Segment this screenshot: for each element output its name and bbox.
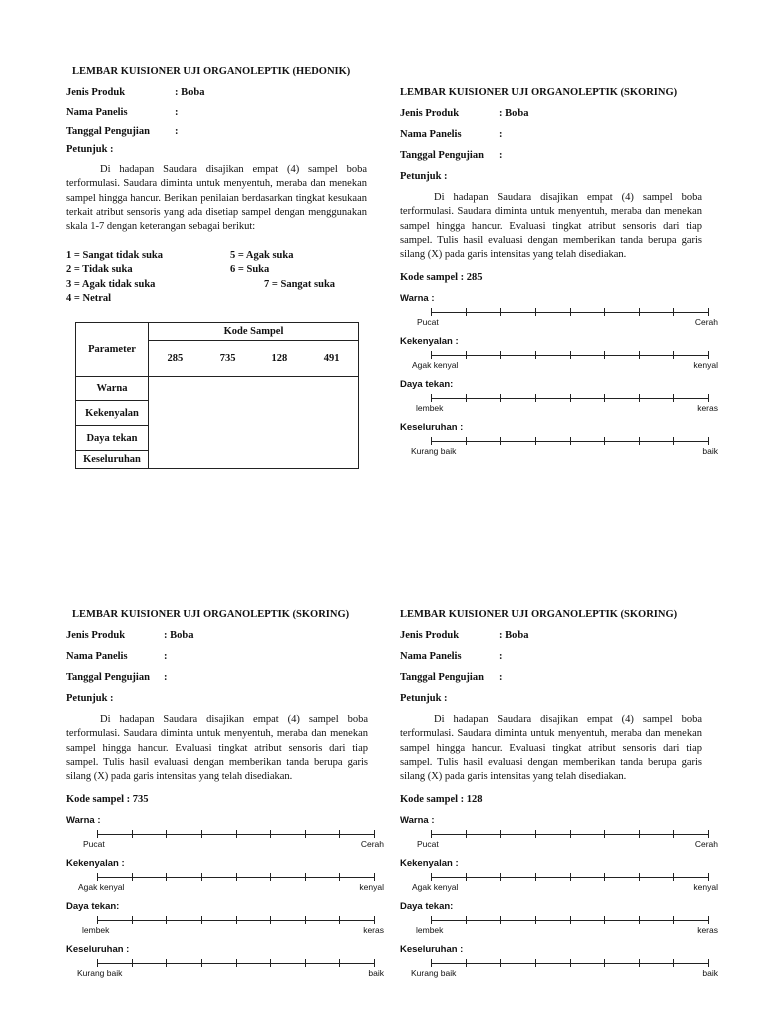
- attribute-label: Warna :: [66, 815, 101, 826]
- intensity-tick: [201, 830, 202, 838]
- high-end-label: baik: [702, 446, 718, 456]
- parameter-header: Parameter: [76, 323, 149, 377]
- intensity-tick: [570, 437, 571, 445]
- intensity-tick: [339, 959, 340, 967]
- intensity-tick: [535, 873, 536, 881]
- low-end-label: Pucat: [83, 839, 105, 849]
- instruction-paragraph: Di hadapan Saudara disajikan empat (4) sampel boba terformulasi. Saudara diminta untuk menyentuh, meraba dan menekan sampel hingga hancur. Evaluasi tingkat atribut sensoris dari tiap sampel. Tulis hasil evaluasi dengan memberikan tanda berupa garis silang (X) pada garis intensitas yang telah disediakan.: [66, 714, 368, 783]
- tanggal-pengujian-value: :: [164, 672, 168, 683]
- intensity-tick: [673, 873, 674, 881]
- intensity-tick: [466, 959, 467, 967]
- intensity-tick: [466, 437, 467, 445]
- nama-panelis-label: Nama Panelis: [400, 651, 462, 662]
- attribute-label: Daya tekan:: [400, 901, 454, 912]
- low-end-label: lembek: [416, 403, 444, 413]
- intensity-tick: [570, 959, 571, 967]
- intensity-tick: [431, 830, 432, 838]
- high-end-label: keras: [697, 403, 718, 413]
- jenis-produk-label: Jenis Produk: [400, 108, 460, 119]
- kode-sampel-label: Kode sampel : 128: [400, 794, 483, 805]
- intensity-tick: [431, 873, 432, 881]
- petunjuk-label: Petunjuk :: [66, 693, 114, 704]
- skoring-title: LEMBAR KUISIONER UJI ORGANOLEPTIK (SKORING): [72, 609, 350, 620]
- kode-sampel-label: Kode sampel : 735: [66, 794, 149, 805]
- intensity-tick: [708, 830, 709, 838]
- skoring-title: LEMBAR KUISIONER UJI ORGANOLEPTIK (SKORING): [400, 87, 678, 98]
- intensity-tick: [604, 351, 605, 359]
- intensity-tick: [431, 437, 432, 445]
- intensity-tick: [604, 959, 605, 967]
- code-128: 128: [253, 341, 305, 377]
- attribute-label: Keseluruhan :: [400, 944, 464, 955]
- jenis-produk-value: : Boba: [164, 630, 194, 641]
- tanggal-pengujian-value: :: [175, 126, 179, 137]
- intensity-tick: [500, 959, 501, 967]
- intensity-tick: [166, 959, 167, 967]
- intensity-tick: [708, 959, 709, 967]
- low-end-label: lembek: [416, 925, 444, 935]
- intensity-tick: [270, 873, 271, 881]
- high-end-label: baik: [702, 968, 718, 978]
- intensity-tick: [236, 959, 237, 967]
- intensity-tick: [201, 959, 202, 967]
- low-end-label: Agak kenyal: [412, 882, 459, 892]
- intensity-tick: [132, 959, 133, 967]
- intensity-tick: [270, 916, 271, 924]
- intensity-tick: [374, 959, 375, 967]
- nama-panelis-value: :: [499, 651, 503, 662]
- attribute-label: Warna :: [400, 293, 435, 304]
- tanggal-pengujian-value: :: [499, 672, 503, 683]
- intensity-tick: [339, 916, 340, 924]
- jenis-produk-label: Jenis Produk: [66, 630, 126, 641]
- intensity-tick: [570, 830, 571, 838]
- high-end-label: Cerah: [694, 317, 718, 327]
- jenis-produk-label: Jenis Produk: [400, 630, 460, 641]
- low-end-label: Kurang baik: [77, 968, 123, 978]
- rating-area[interactable]: [149, 377, 359, 469]
- instruction-paragraph: Di hadapan Saudara disajikan empat (4) sampel boba terformulasi. Saudara diminta untuk menyentuh, meraba dan menekan sampel hingga hancur. Evaluasi tingkat atribut sensoris dari tiap sampel. Tulis hasil evaluasi dengan memberikan tanda berupa garis silang (X) pada garis intensitas yang telah disediakan.: [400, 192, 702, 261]
- intensity-tick: [708, 394, 709, 402]
- high-end-label: kenyal: [693, 882, 718, 892]
- jenis-produk-value: : Boba: [175, 87, 205, 98]
- intensity-tick: [305, 873, 306, 881]
- attribute-label: Daya tekan:: [66, 901, 120, 912]
- intensity-tick: [673, 394, 674, 402]
- attribute-label: Warna :: [400, 815, 435, 826]
- intensity-tick: [604, 308, 605, 316]
- intensity-tick: [97, 830, 98, 838]
- instruction-paragraph: Di hadapan Saudara disajikan empat (4) sampel boba terformulasi. Saudara diminta untuk menyentuh, meraba dan menekan sampel hingga hancur. Berikan penilaian berdasarkan tingkat kesukaan terkait atribut sensoris yang ada disetiap sampel dengan menggunakan skala 1-7 dengan keterangan sebagai berikut:: [66, 164, 367, 233]
- low-end-label: lembek: [82, 925, 110, 935]
- intensity-tick: [466, 308, 467, 316]
- kode-sampel-label: Kode sampel : 285: [400, 272, 483, 283]
- intensity-tick: [570, 308, 571, 316]
- intensity-tick: [535, 959, 536, 967]
- row-daya-tekan: Daya tekan: [76, 426, 149, 451]
- intensity-tick: [466, 394, 467, 402]
- code-491: 491: [305, 341, 358, 377]
- tanggal-pengujian-label: Tanggal Pengujian: [66, 672, 150, 683]
- scale-1: 1 = Sangat tidak suka: [66, 250, 164, 261]
- tanggal-pengujian-label: Tanggal Pengujian: [400, 150, 484, 161]
- intensity-tick: [270, 830, 271, 838]
- low-end-label: Agak kenyal: [78, 882, 125, 892]
- attribute-label: Daya tekan:: [400, 379, 454, 390]
- nama-panelis-label: Nama Panelis: [400, 129, 462, 140]
- intensity-tick: [236, 830, 237, 838]
- code-735: 735: [202, 341, 254, 377]
- intensity-tick: [708, 873, 709, 881]
- intensity-tick: [604, 830, 605, 838]
- intensity-tick: [673, 830, 674, 838]
- intensity-tick: [431, 394, 432, 402]
- high-end-label: keras: [363, 925, 384, 935]
- petunjuk-label: Petunjuk :: [66, 144, 114, 155]
- intensity-tick: [708, 916, 709, 924]
- intensity-tick: [570, 873, 571, 881]
- intensity-tick: [97, 959, 98, 967]
- instruction-paragraph: Di hadapan Saudara disajikan empat (4) sampel boba terformulasi. Saudara diminta untuk menyentuh, meraba dan menekan sampel hingga hancur. Evaluasi tingkat atribut sensoris dari tiap sampel. Tulis hasil evaluasi dengan memberikan tanda berupa garis silang (X) pada garis intensitas yang telah disediakan.: [400, 714, 702, 783]
- jenis-produk-value: : Boba: [499, 630, 529, 641]
- jenis-produk-value: : Boba: [499, 108, 529, 119]
- row-kekenyalan: Kekenyalan: [76, 401, 149, 426]
- intensity-tick: [570, 351, 571, 359]
- intensity-tick: [132, 873, 133, 881]
- intensity-tick: [500, 916, 501, 924]
- low-end-label: Pucat: [417, 839, 439, 849]
- intensity-tick: [166, 916, 167, 924]
- intensity-tick: [708, 437, 709, 445]
- intensity-tick: [500, 394, 501, 402]
- intensity-tick: [305, 959, 306, 967]
- code-285: 285: [149, 341, 202, 377]
- high-end-label: Cerah: [694, 839, 718, 849]
- intensity-tick: [639, 351, 640, 359]
- intensity-tick: [639, 437, 640, 445]
- high-end-label: keras: [697, 925, 718, 935]
- scale-5: 5 = Agak suka: [230, 250, 294, 261]
- scale-6: 6 = Suka: [230, 264, 270, 275]
- row-warna: Warna: [76, 377, 149, 401]
- petunjuk-label: Petunjuk :: [400, 693, 448, 704]
- intensity-tick: [236, 873, 237, 881]
- intensity-tick: [570, 394, 571, 402]
- high-end-label: kenyal: [693, 360, 718, 370]
- intensity-tick: [639, 916, 640, 924]
- intensity-tick: [270, 959, 271, 967]
- attribute-label: Kekenyalan :: [400, 336, 459, 347]
- intensity-tick: [535, 394, 536, 402]
- hedonik-table: [75, 322, 359, 469]
- intensity-tick: [339, 873, 340, 881]
- intensity-tick: [466, 830, 467, 838]
- intensity-tick: [639, 959, 640, 967]
- intensity-tick: [500, 351, 501, 359]
- intensity-tick: [673, 308, 674, 316]
- scale-7: 7 = Sangat suka: [264, 279, 336, 290]
- intensity-tick: [673, 959, 674, 967]
- intensity-tick: [166, 830, 167, 838]
- scale-2: 2 = Tidak suka: [66, 264, 133, 275]
- intensity-tick: [374, 916, 375, 924]
- intensity-tick: [339, 830, 340, 838]
- kode-sampel-header: Kode Sampel: [149, 323, 359, 341]
- intensity-tick: [639, 394, 640, 402]
- intensity-tick: [431, 916, 432, 924]
- intensity-tick: [431, 351, 432, 359]
- intensity-tick: [708, 351, 709, 359]
- intensity-tick: [639, 873, 640, 881]
- intensity-tick: [132, 830, 133, 838]
- intensity-tick: [500, 830, 501, 838]
- low-end-label: Kurang baik: [411, 446, 457, 456]
- intensity-tick: [604, 873, 605, 881]
- intensity-tick: [201, 873, 202, 881]
- intensity-tick: [570, 916, 571, 924]
- low-end-label: Kurang baik: [411, 968, 457, 978]
- hedonik-title: LEMBAR KUISIONER UJI ORGANOLEPTIK (HEDONIK): [72, 66, 351, 77]
- attribute-label: Keseluruhan :: [400, 422, 464, 433]
- jenis-produk-label: Jenis Produk: [66, 87, 126, 98]
- intensity-tick: [305, 830, 306, 838]
- intensity-tick: [236, 916, 237, 924]
- low-end-label: Pucat: [417, 317, 439, 327]
- intensity-tick: [708, 308, 709, 316]
- attribute-label: Kekenyalan :: [66, 858, 125, 869]
- tanggal-pengujian-label: Tanggal Pengujian: [66, 126, 150, 137]
- nama-panelis-value: :: [175, 107, 179, 118]
- low-end-label: Agak kenyal: [412, 360, 459, 370]
- intensity-tick: [604, 437, 605, 445]
- row-keseluruhan: Keseluruhan: [76, 451, 149, 469]
- intensity-tick: [466, 873, 467, 881]
- intensity-tick: [374, 873, 375, 881]
- attribute-label: Kekenyalan :: [400, 858, 459, 869]
- intensity-tick: [673, 437, 674, 445]
- intensity-tick: [500, 308, 501, 316]
- intensity-tick: [535, 916, 536, 924]
- intensity-tick: [639, 830, 640, 838]
- intensity-tick: [166, 873, 167, 881]
- intensity-tick: [97, 873, 98, 881]
- intensity-tick: [639, 308, 640, 316]
- intensity-tick: [466, 351, 467, 359]
- intensity-tick: [201, 916, 202, 924]
- intensity-tick: [535, 308, 536, 316]
- petunjuk-label: Petunjuk :: [400, 171, 448, 182]
- intensity-tick: [535, 437, 536, 445]
- high-end-label: Cerah: [360, 839, 384, 849]
- attribute-label: Keseluruhan :: [66, 944, 130, 955]
- nama-panelis-value: :: [499, 129, 503, 140]
- high-end-label: kenyal: [359, 882, 384, 892]
- intensity-tick: [673, 351, 674, 359]
- intensity-tick: [500, 873, 501, 881]
- intensity-tick: [132, 916, 133, 924]
- scale-4: 4 = Netral: [66, 293, 112, 304]
- nama-panelis-label: Nama Panelis: [66, 651, 128, 662]
- intensity-tick: [500, 437, 501, 445]
- tanggal-pengujian-label: Tanggal Pengujian: [400, 672, 484, 683]
- high-end-label: baik: [368, 968, 384, 978]
- intensity-tick: [604, 916, 605, 924]
- intensity-tick: [305, 916, 306, 924]
- nama-panelis-value: :: [164, 651, 168, 662]
- intensity-tick: [374, 830, 375, 838]
- scale-3: 3 = Agak tidak suka: [66, 279, 156, 290]
- intensity-tick: [431, 959, 432, 967]
- nama-panelis-label: Nama Panelis: [66, 107, 128, 118]
- intensity-tick: [535, 830, 536, 838]
- intensity-tick: [466, 916, 467, 924]
- tanggal-pengujian-value: :: [499, 150, 503, 161]
- intensity-tick: [673, 916, 674, 924]
- intensity-tick: [604, 394, 605, 402]
- skoring-title: LEMBAR KUISIONER UJI ORGANOLEPTIK (SKORING): [400, 609, 678, 620]
- intensity-tick: [431, 308, 432, 316]
- intensity-tick: [97, 916, 98, 924]
- intensity-tick: [535, 351, 536, 359]
